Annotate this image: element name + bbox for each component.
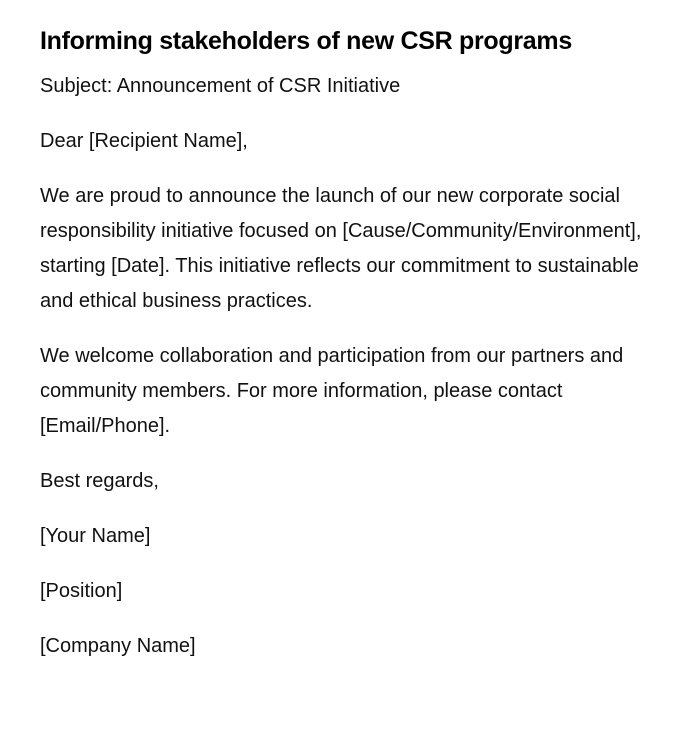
signature-name: [Your Name] [40, 525, 151, 547]
salutation: Dear [Recipient Name], [40, 130, 248, 152]
body-paragraph-1: We are proud to announce the launch of our new corporate social responsibility initiative focused on [Cause/Community/Environment], starting [Date]. This initiative reflects our commitment to sustainable and ethical business practices. [40, 185, 642, 312]
letter-document [40, 24, 660, 664]
signature-position: [Position] [40, 580, 123, 602]
document-title: Informing stakeholders of new CSR programs [40, 27, 572, 55]
signature-company: [Company Name] [40, 635, 196, 657]
closing: Best regards, [40, 470, 159, 492]
body-paragraph-2: We welcome collaboration and participation from our partners and community members. For more information, please contact [Email/Phone]. [40, 345, 624, 437]
subject-line: Subject: Announcement of CSR Initiative [40, 75, 401, 97]
